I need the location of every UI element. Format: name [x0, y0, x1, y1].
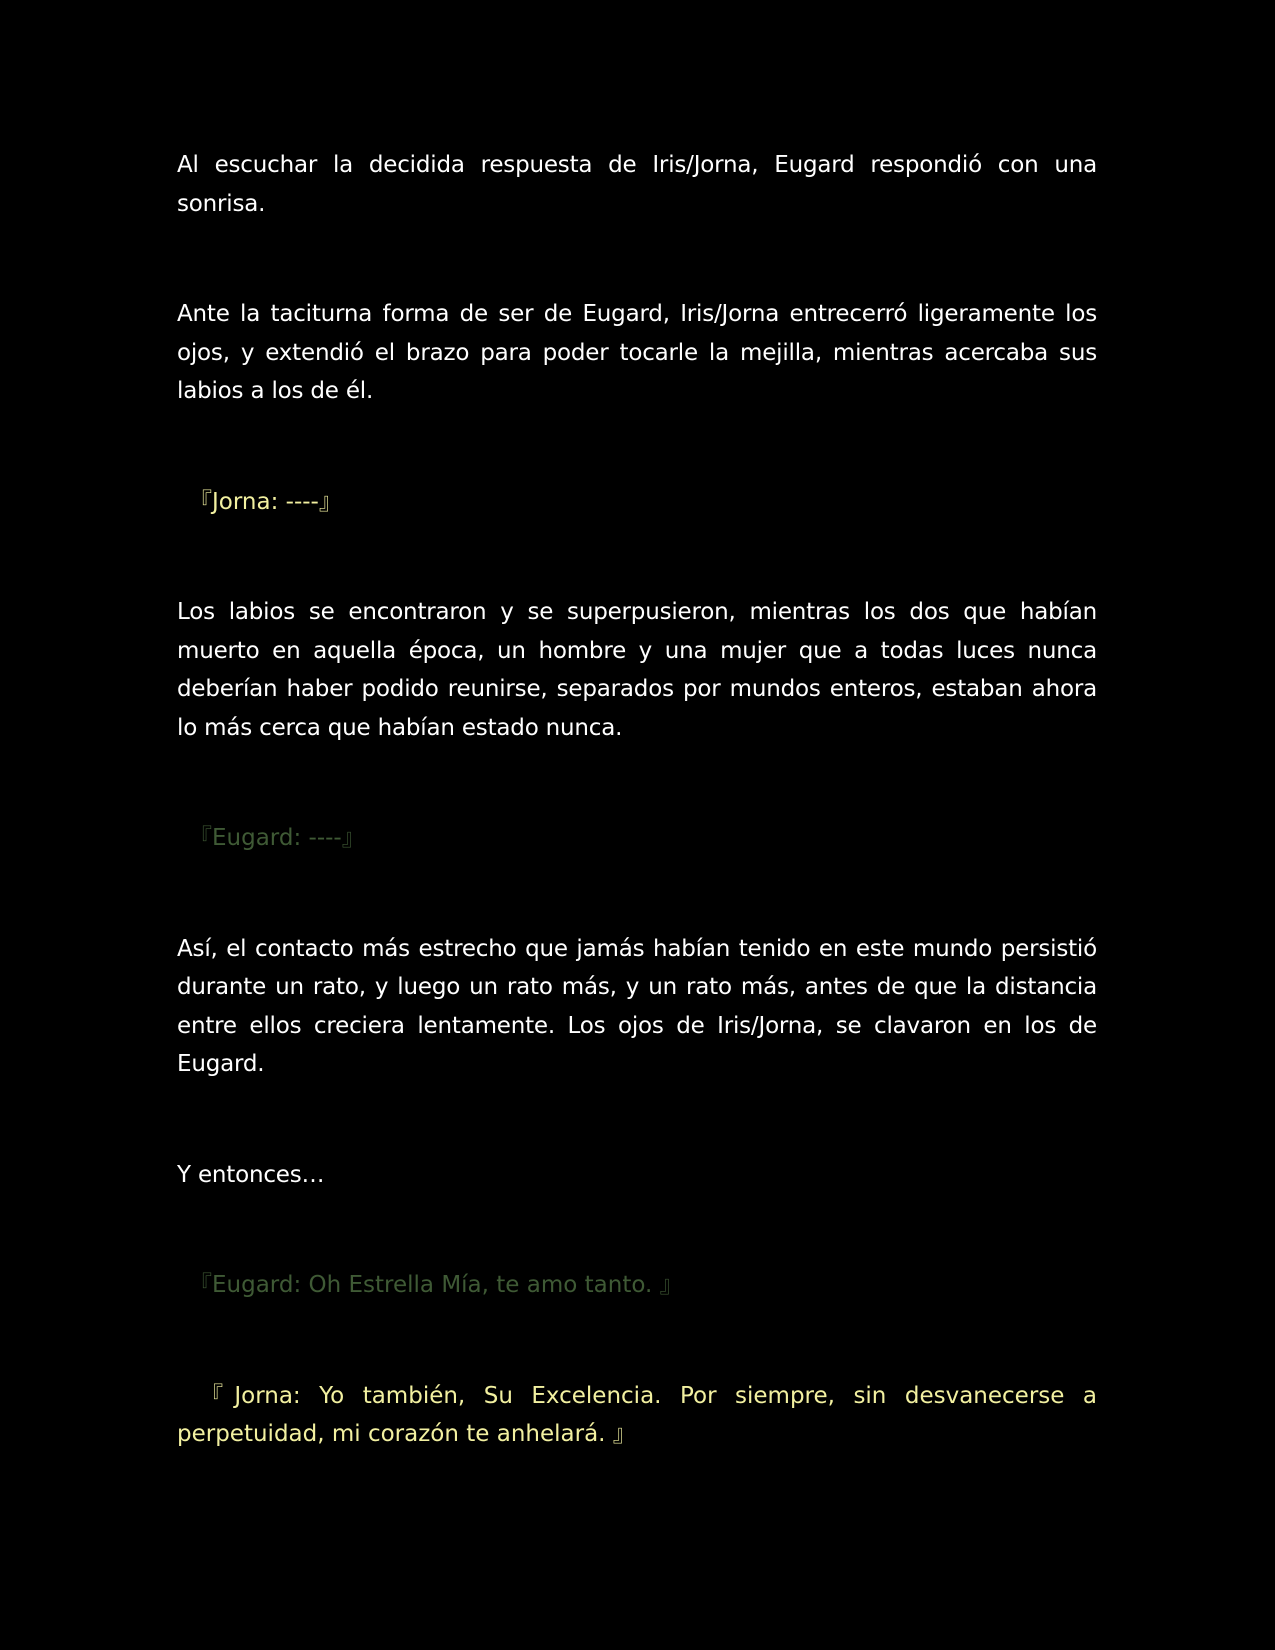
narration-paragraph-4: Así, el contacto más estrecho que jamás habían tenido en este mundo persistió durante un rato, y luego un rato más, y un rato más, antes de que la distancia entre ellos creciera lentamente. Los ojos de Iris/Jorna, se clavaron en los de Eugard. [177, 935, 1097, 1077]
eugard-dialogue-1 [177, 819, 1097, 858]
jorna-dialogue-1-text: 『Jorna: ----』 [189, 488, 342, 515]
narration-paragraph-1: Al escuchar la decidida respuesta de Iris/Jorna, Eugard respondió con una sonrisa. [177, 152, 1097, 217]
narration-paragraph-5: Y entonces… [177, 1161, 325, 1188]
narration-paragraph-2: Ante la taciturna forma de ser de Eugard, Iris/Jorna entrecerró ligeramente los ojos, y extendió el brazo para poder tocarle la mejilla, mientras acercaba sus labios a los de él. [177, 301, 1097, 404]
eugard-dialogue-2 [177, 1266, 1097, 1305]
narration-paragraph-3: Los labios se encontraron y se superpusieron, mientras los dos que habían muerto en aquella época, un hombre y una mujer que a todas luces nunca deberían haber podido reunirse, separados por mundos enteros, estaban ahora lo más cerca que habían estado nunca. [177, 599, 1097, 741]
jorna-dialogue-1 [177, 483, 1097, 522]
eugard-dialogue-2-text: 『Eugard: Oh Estrella Mía, te amo tanto. 』 [189, 1272, 683, 1298]
jorna-dialogue-2 [177, 1377, 1097, 1454]
eugard-dialogue-1-text: 『Eugard: ----』 [189, 825, 365, 851]
text-body [177, 146, 1097, 1526]
jorna-dialogue-2-text: 『Jorna: Yo también, Su Excelencia. Por siempre, sin desvanecerse a perpetuidad, mi corazón te anhelará. 』 [177, 1382, 1097, 1447]
